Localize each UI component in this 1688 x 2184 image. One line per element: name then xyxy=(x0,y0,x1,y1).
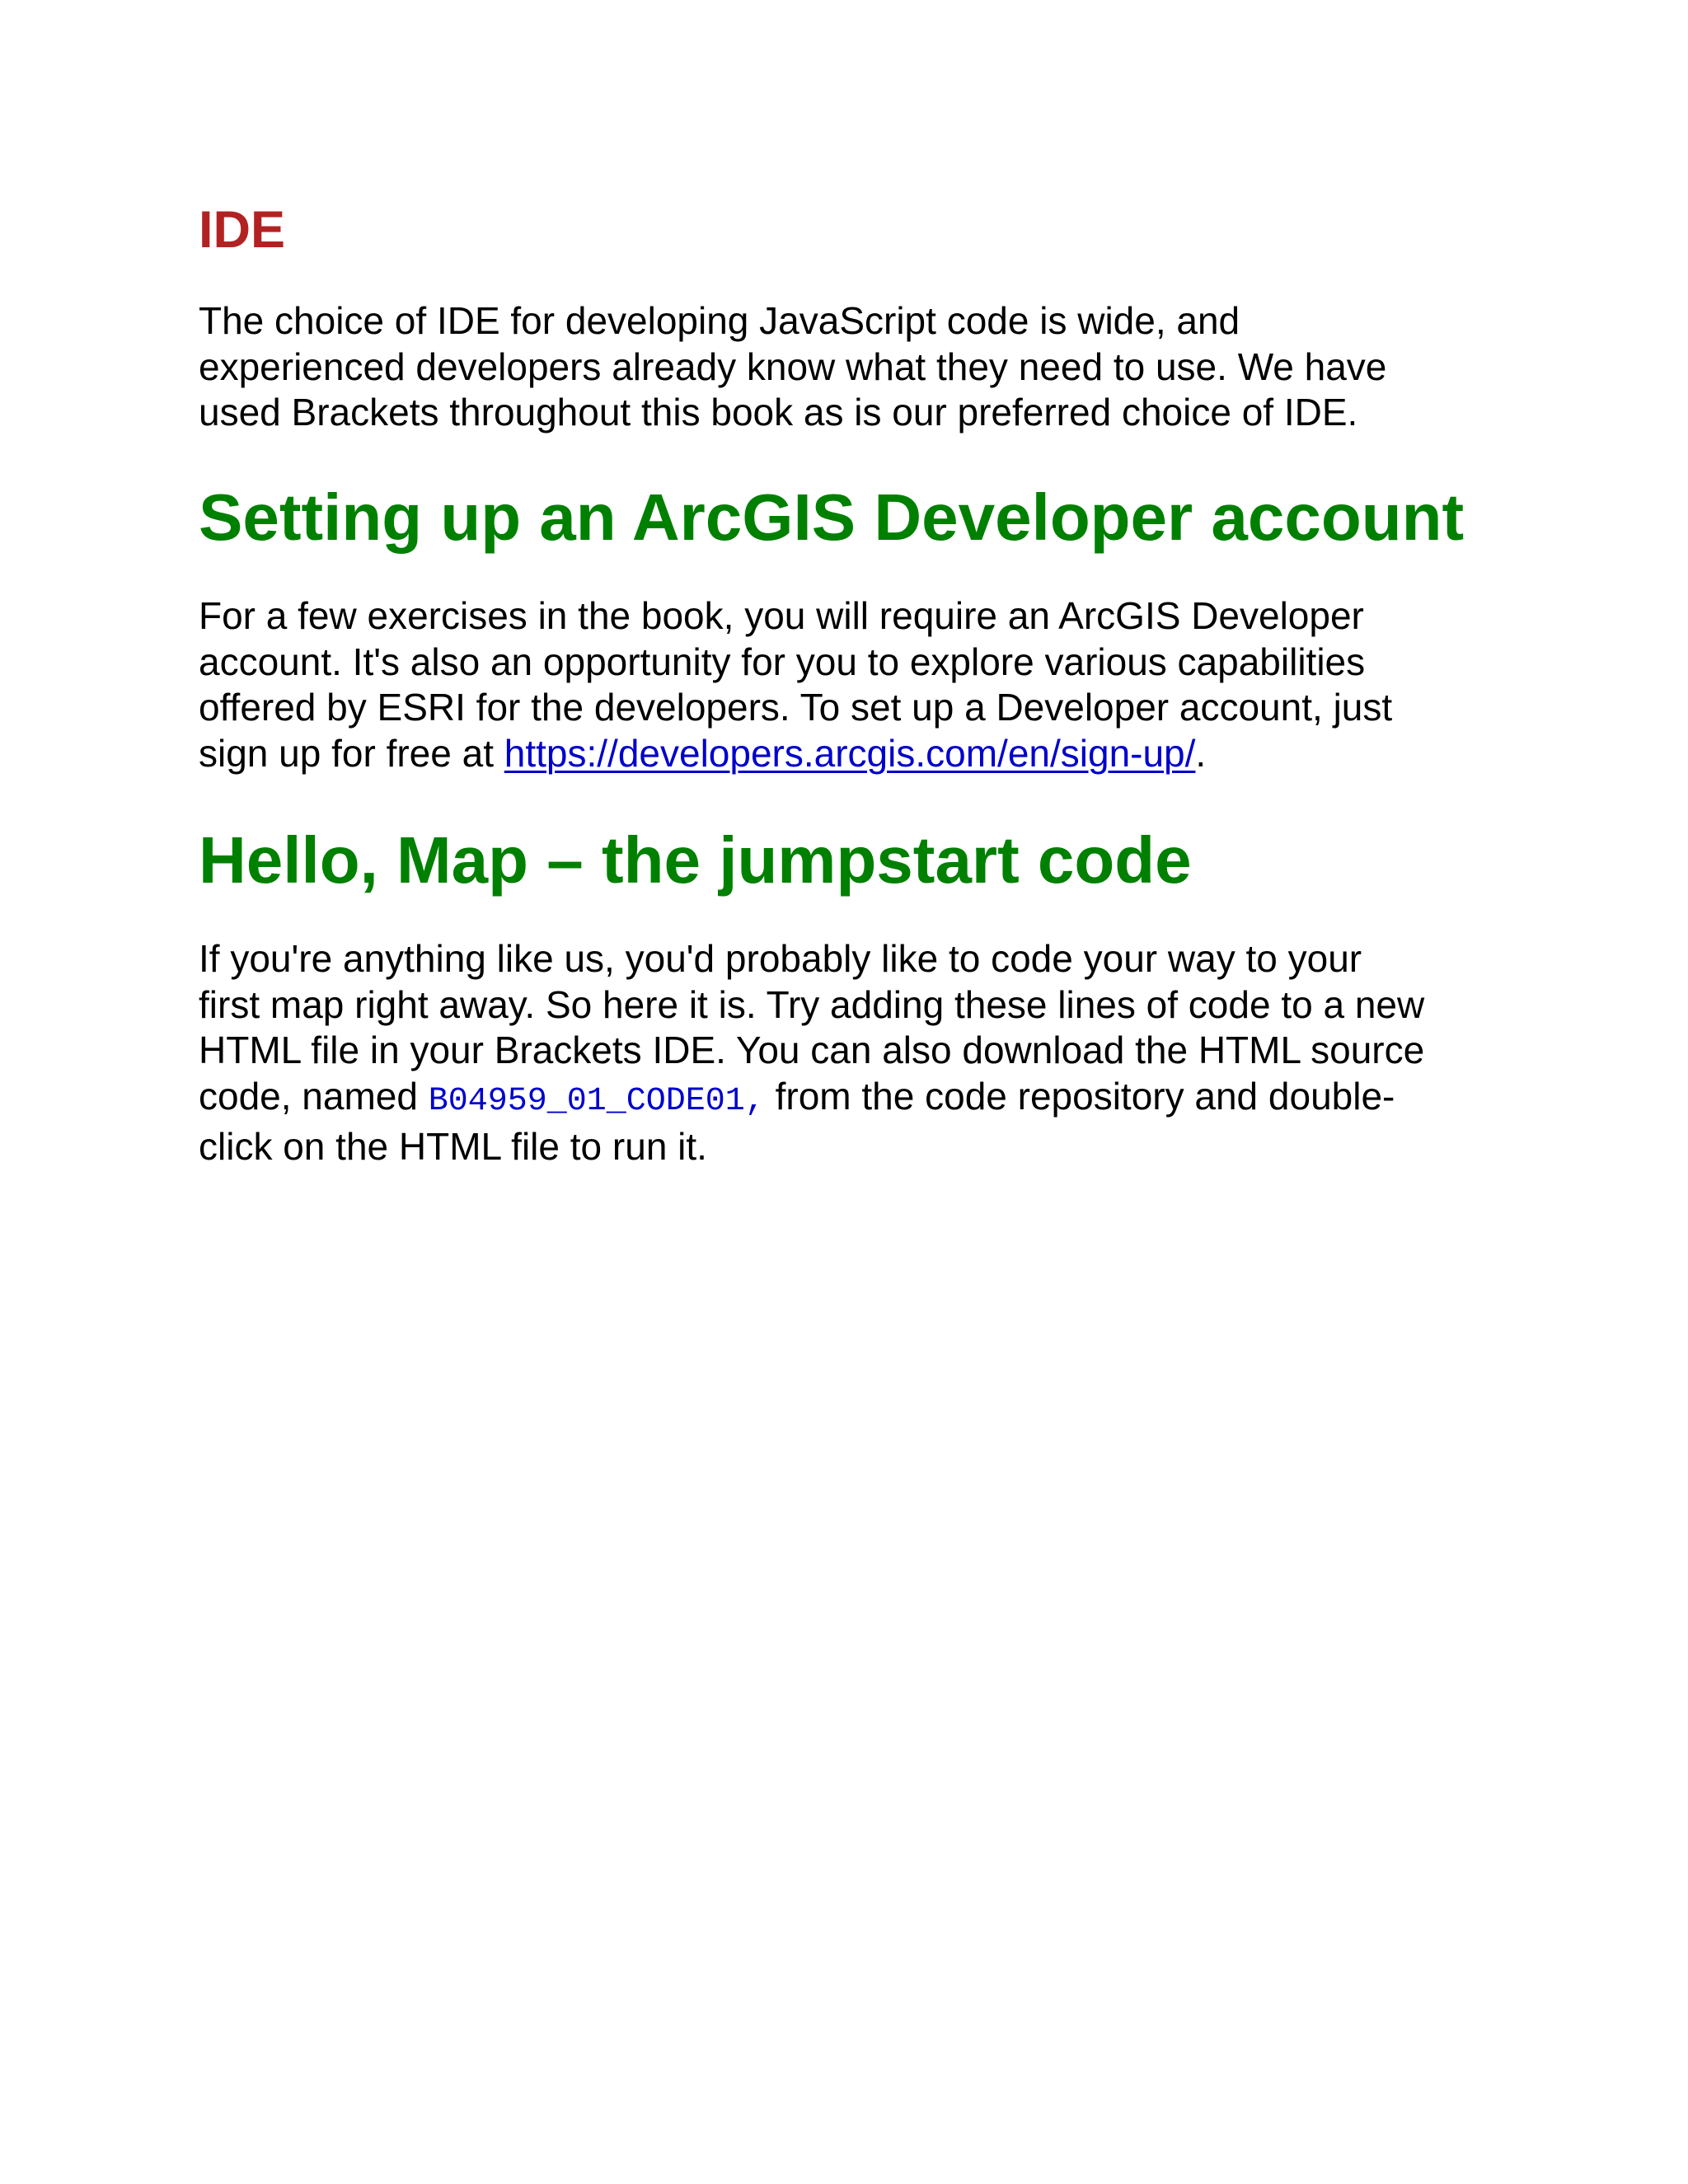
paragraph-line: used Brackets throughout this book as is our preferred choice of IDE. xyxy=(199,391,1358,434)
code-suffix: from the code repository and double- xyxy=(764,1074,1395,1118)
paragraph-line: account. It's also an opportunity for you to explore various capabilities xyxy=(199,640,1366,683)
paragraph-line xyxy=(199,731,1517,777)
paragraph-hello-map xyxy=(199,936,1517,1170)
paragraph-line xyxy=(199,1074,1517,1125)
heading-hello-map: Hello, Map – the jumpstart code xyxy=(199,823,1192,897)
paragraph-line: HTML file in your Brackets IDE. You can also download the HTML source xyxy=(199,1029,1425,1071)
signup-suffix: . xyxy=(1195,731,1207,775)
heading-ide: IDE xyxy=(199,201,286,259)
code-filename: B04959_01_CODE01, xyxy=(428,1082,765,1120)
heading-arcgis-account: Setting up an ArcGIS Developer account xyxy=(199,480,1465,554)
paragraph-line: For a few exercises in the book, you will require an ArcGIS Developer xyxy=(199,594,1364,637)
paragraph-line: click on the HTML file to run it. xyxy=(199,1125,707,1168)
paragraph-line: first map right away. So here it is. Try adding these lines of code to a new xyxy=(199,982,1425,1026)
paragraph-arcgis-account xyxy=(199,593,1517,776)
signup-prefix: sign up for free at xyxy=(199,731,504,775)
paragraph-line: If you're anything like us, you'd probably like to code your way to your xyxy=(199,937,1362,980)
signup-link[interactable]: https://developers.arcgis.com/en/sign-up/ xyxy=(504,731,1196,775)
paragraph-line: offered by ESRI for the developers. To set up a Developer account, just xyxy=(199,686,1393,729)
code-prefix: code, named xyxy=(199,1074,429,1118)
paragraph-line: The choice of IDE for developing JavaScript code is wide, and xyxy=(199,299,1240,342)
paragraph-ide xyxy=(199,298,1517,436)
paragraph-line: experienced developers already know what they need to use. We have xyxy=(199,344,1387,388)
